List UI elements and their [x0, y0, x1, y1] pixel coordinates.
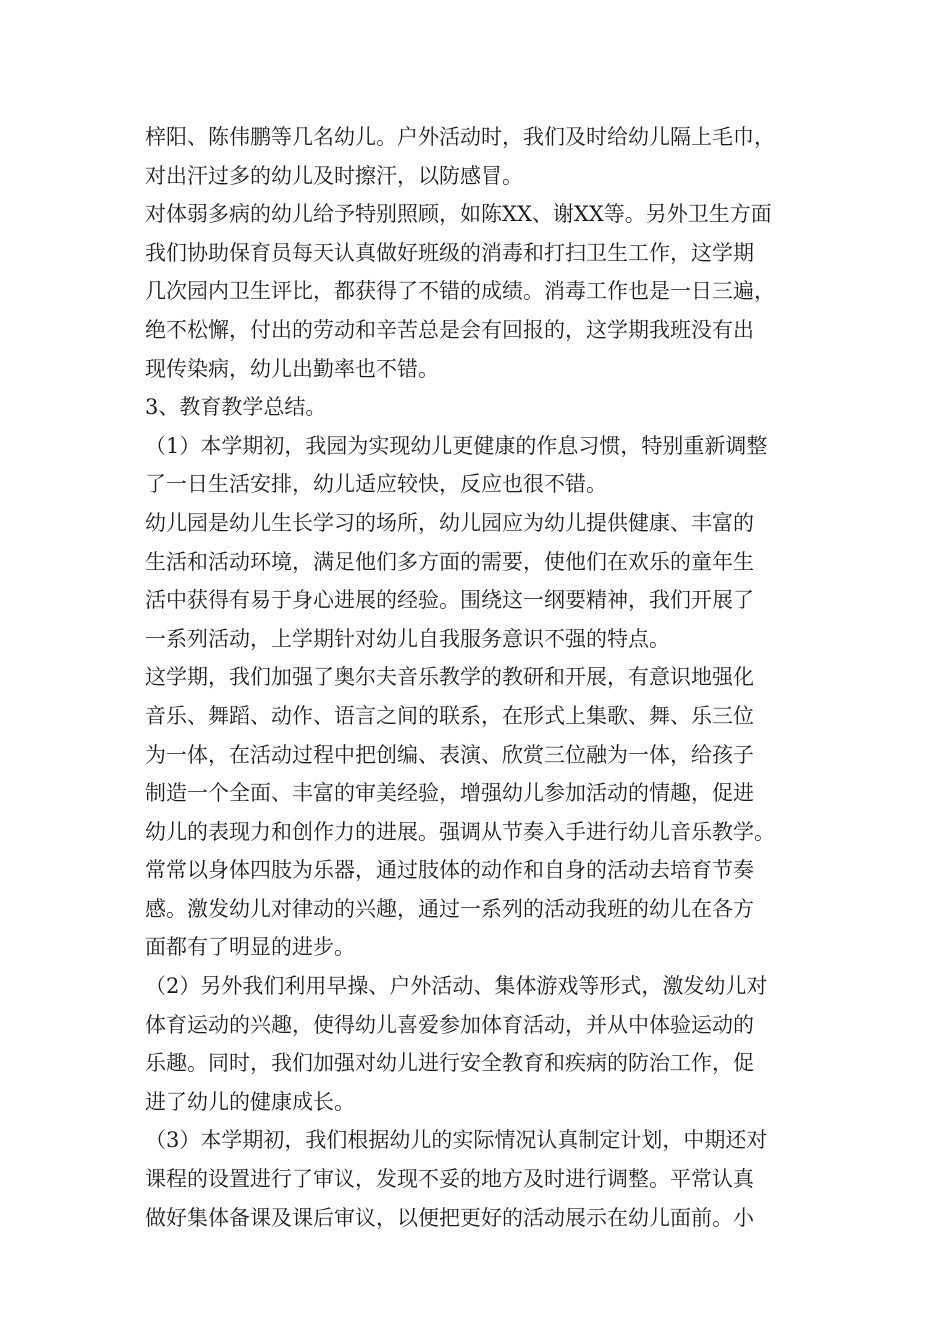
text-line: 了一日生活安排，幼儿适应较快，反应也很不错。	[145, 472, 607, 497]
text-line: （2）另外我们利用早操、户外活动、集体游戏等形式，激发幼儿对	[145, 974, 768, 999]
text-line: 活中获得有易于身心进展的经验。围绕这一纲要精神，我们开展了	[145, 588, 754, 613]
text-line: 我们协助保育员每天认真做好班级的消毒和打扫卫生工作，这学期	[145, 240, 754, 265]
text-line: 幼儿的表现力和创作力的进展。强调从节奏入手进行幼儿音乐教学。	[145, 819, 775, 844]
text-line: 几次园内卫生评比，都获得了不错的成绩。消毒工作也是一日三遍，	[145, 279, 775, 304]
text-line: 音乐、舞蹈、动作、语言之间的联系，在形式上集歌、舞、乐三位	[145, 703, 754, 728]
text-line: 体育运动的兴趣，使得幼儿喜爱参加体育活动，并从中体验运动的	[145, 1012, 754, 1037]
text-line: 感。激发幼儿对律动的兴趣，通过一系列的活动我班的幼儿在各方	[145, 896, 754, 921]
text-line: 常常以身体四肢为乐器，通过肢体的动作和自身的活动去培育节奏	[145, 858, 754, 883]
text-line: 做好集体备课及课后审议，以便把更好的活动展示在幼儿面前。小	[145, 1205, 754, 1230]
text-line: 对出汗过多的幼儿及时擦汗，以防感冒。	[145, 163, 523, 188]
text-line: 现传染病，幼儿出勤率也不错。	[145, 356, 439, 381]
text-line: 制造一个全面、丰富的审美经验，增强幼儿参加活动的情趣，促进	[145, 781, 754, 806]
text-line: 一系列活动，上学期针对幼儿自我服务意识不强的特点。	[145, 626, 670, 651]
text-line: （1）本学期初，我园为实现幼儿更健康的作息习惯，特别重新调整	[145, 433, 768, 458]
text-line: 课程的设置进行了审议，发现不妥的地方及时进行调整。平常认真	[145, 1167, 754, 1192]
text-line: 这学期，我们加强了奥尔夫音乐教学的教研和开展，有意识地强化	[145, 665, 754, 690]
text-line: 幼儿园是幼儿生长学习的场所，幼儿园应为幼儿提供健康、丰富的	[145, 510, 754, 535]
text-line: 进了幼儿的健康成长。	[145, 1089, 355, 1114]
text-line: 生活和活动环境，满足他们多方面的需要，使他们在欢乐的童年生	[145, 549, 754, 574]
text-line: 乐趣。同时，我们加强对幼儿进行安全教育和疾病的防治工作，促	[145, 1051, 754, 1076]
text-line: 梓阳、陈伟鹏等几名幼儿。户外活动时，我们及时给幼儿隔上毛巾，	[145, 125, 775, 149]
text-line: 对体弱多病的幼儿给予特别照顾，如陈XX、谢XX等。另外卫生方面	[145, 202, 772, 227]
text-line: 面都有了明显的进步。	[145, 935, 355, 960]
document-body	[145, 118, 835, 1237]
section-heading: 3、教育教学总结。	[145, 395, 327, 420]
text-line: 为一体，在活动过程中把创编、表演、欣赏三位融为一体，给孩子	[145, 742, 754, 767]
text-line: （3）本学期初，我们根据幼儿的实际情况认真制定计划，中期还对	[145, 1128, 768, 1153]
text-line: 绝不松懈，付出的劳动和辛苦总是会有回报的，这学期我班没有出	[145, 317, 754, 342]
